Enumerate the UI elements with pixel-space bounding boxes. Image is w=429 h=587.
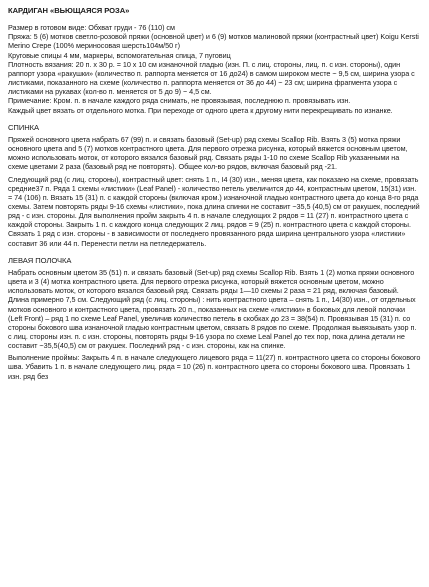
back-paragraph-2: Следующий ряд (с лиц. стороны), контрастный цвет: снять 1 п., I4 (30) изн., меняя цвета, как показано на схеме, провязать средние37 п. Ряда 1 схемы «листики» (Leaf Panel) - количество петель увеличится до 44, контрастным цветом, 15(31) изн. = 74 (106) п. Вязать 15 (31) п. с каждой стороны (включая кром.) изнаночной гладью контрастного цвета до конца 8-го ряда схемы. Затем повторять ряды 9-16 схемы «листики», пока длина спинки не составит ~35,5 (40,5) см от ракушек, последний ряд - с изн. стороны. Для выполнения пройм закрыть 4 п. в начале следующих 2 рядов = 11 (27) п. контрастного цвета с каждой стороны. Закрыть 1 п. с каждого конца следующих 2 лиц. рядов = 9 (25) п. контрастного цвета с каждой стороны. Связать 1 ряд с изн. стороны - в зависимости от последнего провязанного ряда ширина центрального узора «листики» составит 36 или 44 п. Перенести петли на петледержатель. — [8, 174, 420, 248]
needles-line: Круговые спицы 4 мм, маркеры, вспомогательная спица, 7 пуговиц — [8, 50, 231, 60]
left-front-paragraph-2: Выполнение проймы: Закрыть 4 п. в начале следующего лицевого ряда = 11(27) п. контрастного цвета со стороны бокового шва. Убавить 1 п. в начале следующего лиц. ряда = 10 (26) п. контрастного цвета со стороны бокового шва. Провязать 1 изн. ряд без — [8, 353, 421, 381]
back-paragraph-1: Пряжей основного цвета набрать 67 (99) п. и связать базовый (Set-up) ряд схемы Scallop Rib. Взять 3 (5) мотка пряжи основного цвета and 5 (7) мотков контрастного цвета. Для первого отрезка рисунка, который вяжется основным цветом, можно использовать моток, от которого вязался базовый ряд. Связать ряды 1-10 по схеме Scallop Rib указанными на схеме цветами 2 раза (базовый ряд не повторять). Общее кол-во рядов, включая базовый ряд -21. — [8, 134, 408, 172]
section-left-front — [8, 256, 421, 381]
note-line: Примечание: Кром. п. в начале каждого ряда снимать, не провязывая, последнюю п. провязывать изн. — [8, 96, 351, 106]
section-heading: СПИНКА — [8, 122, 40, 132]
intro-block — [8, 23, 421, 115]
left-front-paragraph-1: Набрать основным цветом 35 (51) п. и связать базовый (Set-up) ряд схемы Scallop Rib. Взять 1 (2) мотка пряжи основного цвета и 3 (4) мотка контрастного цвета. Для первого отрезка рисунка, который вяжется основным цветом, можно использовать моток, от которого вязался базовый ряд. Связать ряды 1—10 схемы 2 раза = 21 ряд, включая базовый. Длина примерно 7,5 см. Следующий ряд (с лиц. стороны) : нить контрастного цвета – снять 1 п., 14(30) изн., от отдельных мотков основного и контрастного цвета, провязать 20 п., показанных на схеме «листики» в боковых для левой полочки (Left Front) – ряд 1 по схеме Leaf Panel, увеличив количество петель в скобках до 23 = 38(54) п. Провязывая 15 (31) п. со стороны бокового шва изнаночной гладью контрастным цветом, связать 8 рядов по схеме. Продолжая вывязывать узор п. с лиц. стороны изн. п. с изн. стороны, повторять ряды 9-16 узора по схеме Leal Panel до тех пор, пока длина детали не составит ~35,5(40,5) см от ракушек. Последний ряд - с изн. стороны, как на спинке. — [8, 267, 417, 351]
section-back — [8, 123, 421, 248]
size-line: Размер в готовом виде: Обхват груди - 76 (110) см — [8, 23, 175, 33]
color-note-line: Каждый цвет вязать от отдельного мотка. При переходе от одного цвета к другому нити перекрещивать по изнанке. — [8, 105, 393, 115]
document-title: КАРДИГАН «ВЬЮЩАЯСЯ РОЗА» — [8, 6, 130, 15]
gauge-line: Плотность вязания: 20 п. х 30 р. = 10 х 10 см изнаночной гладью (изн. П. с лиц. стороны, лиц. п. с изн. стороны), один раппорт узора «ракушки» (количество п. раппорта меняется от 16 до24) в самом широком месте ~ 9,5 см, ширина узора с листиками, показанного на схеме (количество п. раппорта меняется от 36 до 44) ~ 23 см; ширина фрагмента узора с листиками на рукавах (кол-во п. меняется от 5 до 9) ~ 4,5 см. — [8, 59, 415, 97]
section-heading: ЛЕВАЯ ПОЛОЧКА — [8, 255, 72, 265]
yarn-line: Пряжа: 5 (6) мотков светло-розовой пряжи (основной цвет) и 6 (9) мотков малиновой пряжи (контрастный цвет) Koigu Kersti Merino Crepe (100% мериносовая шерсть104м/50 г) — [8, 32, 419, 51]
